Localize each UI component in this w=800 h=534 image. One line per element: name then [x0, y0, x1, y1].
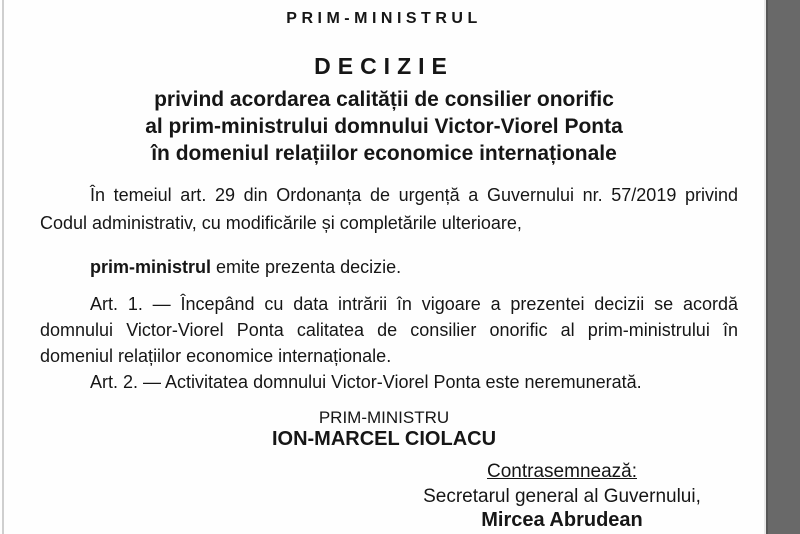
issuer-bold-text: prim-ministrul	[90, 257, 212, 277]
paragraph-issuer	[40, 253, 738, 281]
letterhead-prim-ministrul: PRIM-MINISTRUL	[286, 10, 482, 27]
countersign-name: Mircea Abrudean	[481, 509, 643, 531]
countersign-role: Secretarul general al Guvernului,	[423, 486, 701, 507]
document-body	[0, 181, 768, 395]
paragraph-preamble: În temeiul art. 29 din Ordonanța de urgență a Guvernului nr. 57/2019 privind Codul administrativ, cu modificările și completările ulterioare,	[40, 185, 738, 233]
paragraph-article-1: Art. 1. — Începând cu data intrării în vigoare a prezentei decizii se acordă domnului Victor-Viorel Ponta calitatea de consilier onorific al prim-ministrului în domeniul relațiilor economice internaționale.	[40, 294, 738, 366]
document-subtitle	[0, 86, 768, 167]
countersign-heading-text: Contrasemnează:	[487, 461, 637, 482]
countersign-heading	[382, 459, 742, 484]
paragraph-article-2: Art. 2. — Activitatea domnului Victor-Viorel Ponta este neremunerată.	[90, 372, 642, 392]
issuer-rest-text: emite prezenta decizie.	[211, 257, 402, 277]
subtitle-line-2: al prim-ministrului domnului Victor-Viorel Ponta	[145, 115, 623, 138]
signature-role: PRIM-MINISTRU	[318, 408, 450, 427]
countersign-block	[382, 459, 742, 532]
document-title: DECIZIE	[314, 53, 454, 79]
signature-name: ION-MARCEL CIOLACU	[271, 428, 497, 450]
page-right-gray-strip	[766, 0, 800, 534]
subtitle-line-1: privind acordarea calității de consilier onorific	[154, 88, 614, 111]
subtitle-line-3: în domeniul relațiilor economice internaționale	[151, 142, 617, 165]
